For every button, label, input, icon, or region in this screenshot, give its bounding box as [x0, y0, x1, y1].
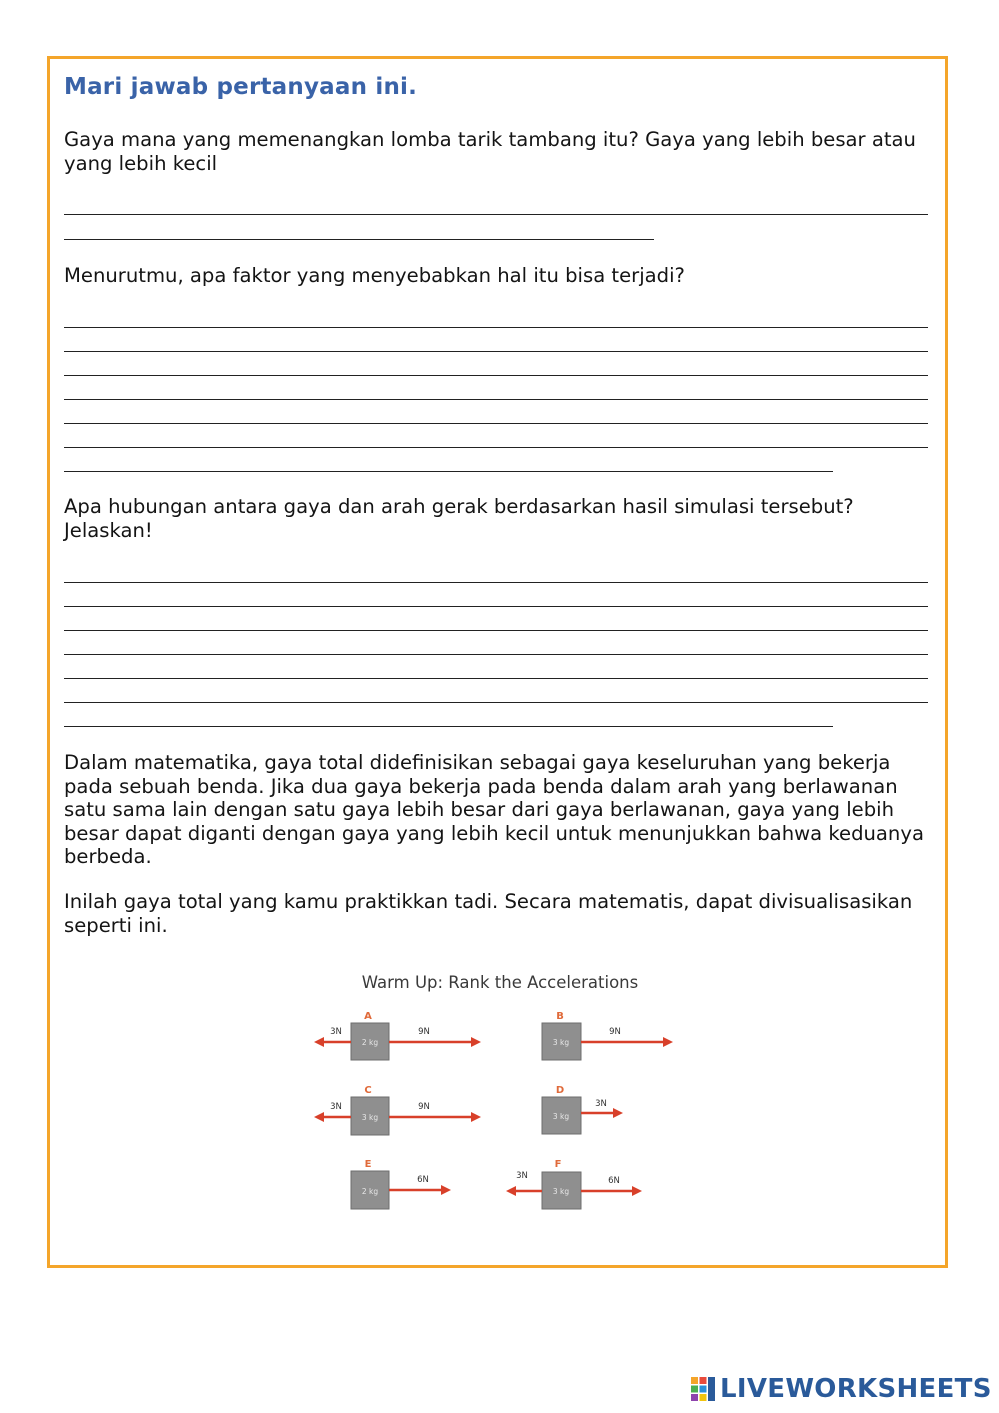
mass-label: 2 kg	[361, 1038, 379, 1047]
right-arrow-head	[441, 1185, 451, 1195]
left-arrow-head	[506, 1186, 516, 1196]
answer-line-2-3[interactable]	[64, 375, 928, 376]
answer-line-3-1[interactable]	[64, 582, 928, 583]
diagram-item-c	[314, 1085, 481, 1135]
item-letter: E	[364, 1159, 372, 1170]
figure-title: Warm Up: Rank the Accelerations	[361, 973, 639, 992]
answer-line-1-1[interactable]	[64, 214, 928, 215]
section-heading: Mari jawab pertanyaan ini.	[64, 74, 418, 100]
right-arrow-head	[613, 1108, 623, 1118]
right-arrow-head	[663, 1037, 673, 1047]
intro-figure-paragraph: Inilah gaya total yang kamu praktikkan tadi. Secara matematis, dapat divisualisasikan seperti ini.	[64, 890, 913, 937]
right-force-label: 3N	[595, 1099, 607, 1109]
right-arrow-head	[471, 1037, 481, 1047]
right-force-label: 9N	[418, 1027, 430, 1037]
item-letter: A	[364, 1011, 372, 1022]
brand-logo-icon	[690, 1376, 716, 1402]
right-force-label: 9N	[418, 1102, 430, 1112]
liveworksheets-brand	[690, 1372, 992, 1406]
mass-label: 3 kg	[552, 1187, 570, 1196]
item-letter: D	[555, 1085, 565, 1096]
answer-line-2-4[interactable]	[64, 399, 928, 400]
answer-line-2-5[interactable]	[64, 423, 928, 424]
answer-line-3-4[interactable]	[64, 654, 928, 655]
right-arrow-head	[632, 1186, 642, 1196]
left-force-label: 3N	[330, 1027, 342, 1037]
diagram-item-a	[314, 1011, 481, 1060]
answer-line-2-2[interactable]	[64, 351, 928, 352]
item-letter: C	[364, 1085, 372, 1096]
brand-name: LIVEWORKSHEETS	[720, 1374, 992, 1404]
left-force-label: 3N	[516, 1171, 528, 1181]
item-letter: F	[554, 1159, 562, 1170]
right-force-label: 6N	[608, 1176, 620, 1186]
mass-label: 2 kg	[361, 1187, 379, 1196]
right-arrow-head	[471, 1112, 481, 1122]
mass-label: 3 kg	[552, 1038, 570, 1047]
right-force-label: 9N	[609, 1027, 621, 1037]
diagram-item-f	[506, 1159, 642, 1209]
answer-line-1-2[interactable]	[64, 239, 654, 240]
answer-line-3-7[interactable]	[64, 726, 833, 727]
acceleration-figure	[300, 965, 700, 1225]
answer-line-2-1[interactable]	[64, 327, 928, 328]
answer-line-3-6[interactable]	[64, 702, 928, 703]
answer-line-3-3[interactable]	[64, 630, 928, 631]
question-2: Menurutmu, apa faktor yang menyebabkan hal itu bisa terjadi?	[64, 264, 685, 287]
answer-line-3-2[interactable]	[64, 606, 928, 607]
acceleration-diagram	[300, 965, 700, 1225]
item-letter: B	[556, 1011, 564, 1022]
left-arrow-head	[314, 1112, 324, 1122]
diagram-item-d	[542, 1085, 623, 1134]
diagram-item-b	[542, 1011, 673, 1060]
diagram-item-e	[351, 1159, 451, 1209]
net-force-paragraph: Dalam matematika, gaya total didefinisikan sebagai gaya keseluruhan yang bekerja pada sebuah benda. Jika dua gaya bekerja pada benda dalam arah yang berlawanan satu sama lain dengan satu gaya lebih besar dari gaya berlawanan, gaya yang lebih besar dapat diganti dengan gaya yang lebih kecil untuk menunjukkan bahwa keduanya berbeda.	[64, 751, 924, 869]
left-force-label: 3N	[330, 1102, 342, 1112]
mass-label: 3 kg	[361, 1113, 379, 1122]
question-1: Gaya mana yang memenangkan lomba tarik tambang itu? Gaya yang lebih besar atau yang lebih kecil	[64, 128, 916, 175]
left-arrow-head	[314, 1037, 324, 1047]
right-force-label: 6N	[417, 1175, 429, 1185]
mass-label: 3 kg	[552, 1112, 570, 1121]
answer-line-3-5[interactable]	[64, 678, 928, 679]
answer-line-2-6[interactable]	[64, 447, 928, 448]
answer-line-2-7[interactable]	[64, 471, 833, 472]
question-3: Apa hubungan antara gaya dan arah gerak berdasarkan hasil simulasi tersebut? Jelaskan!	[64, 495, 854, 542]
